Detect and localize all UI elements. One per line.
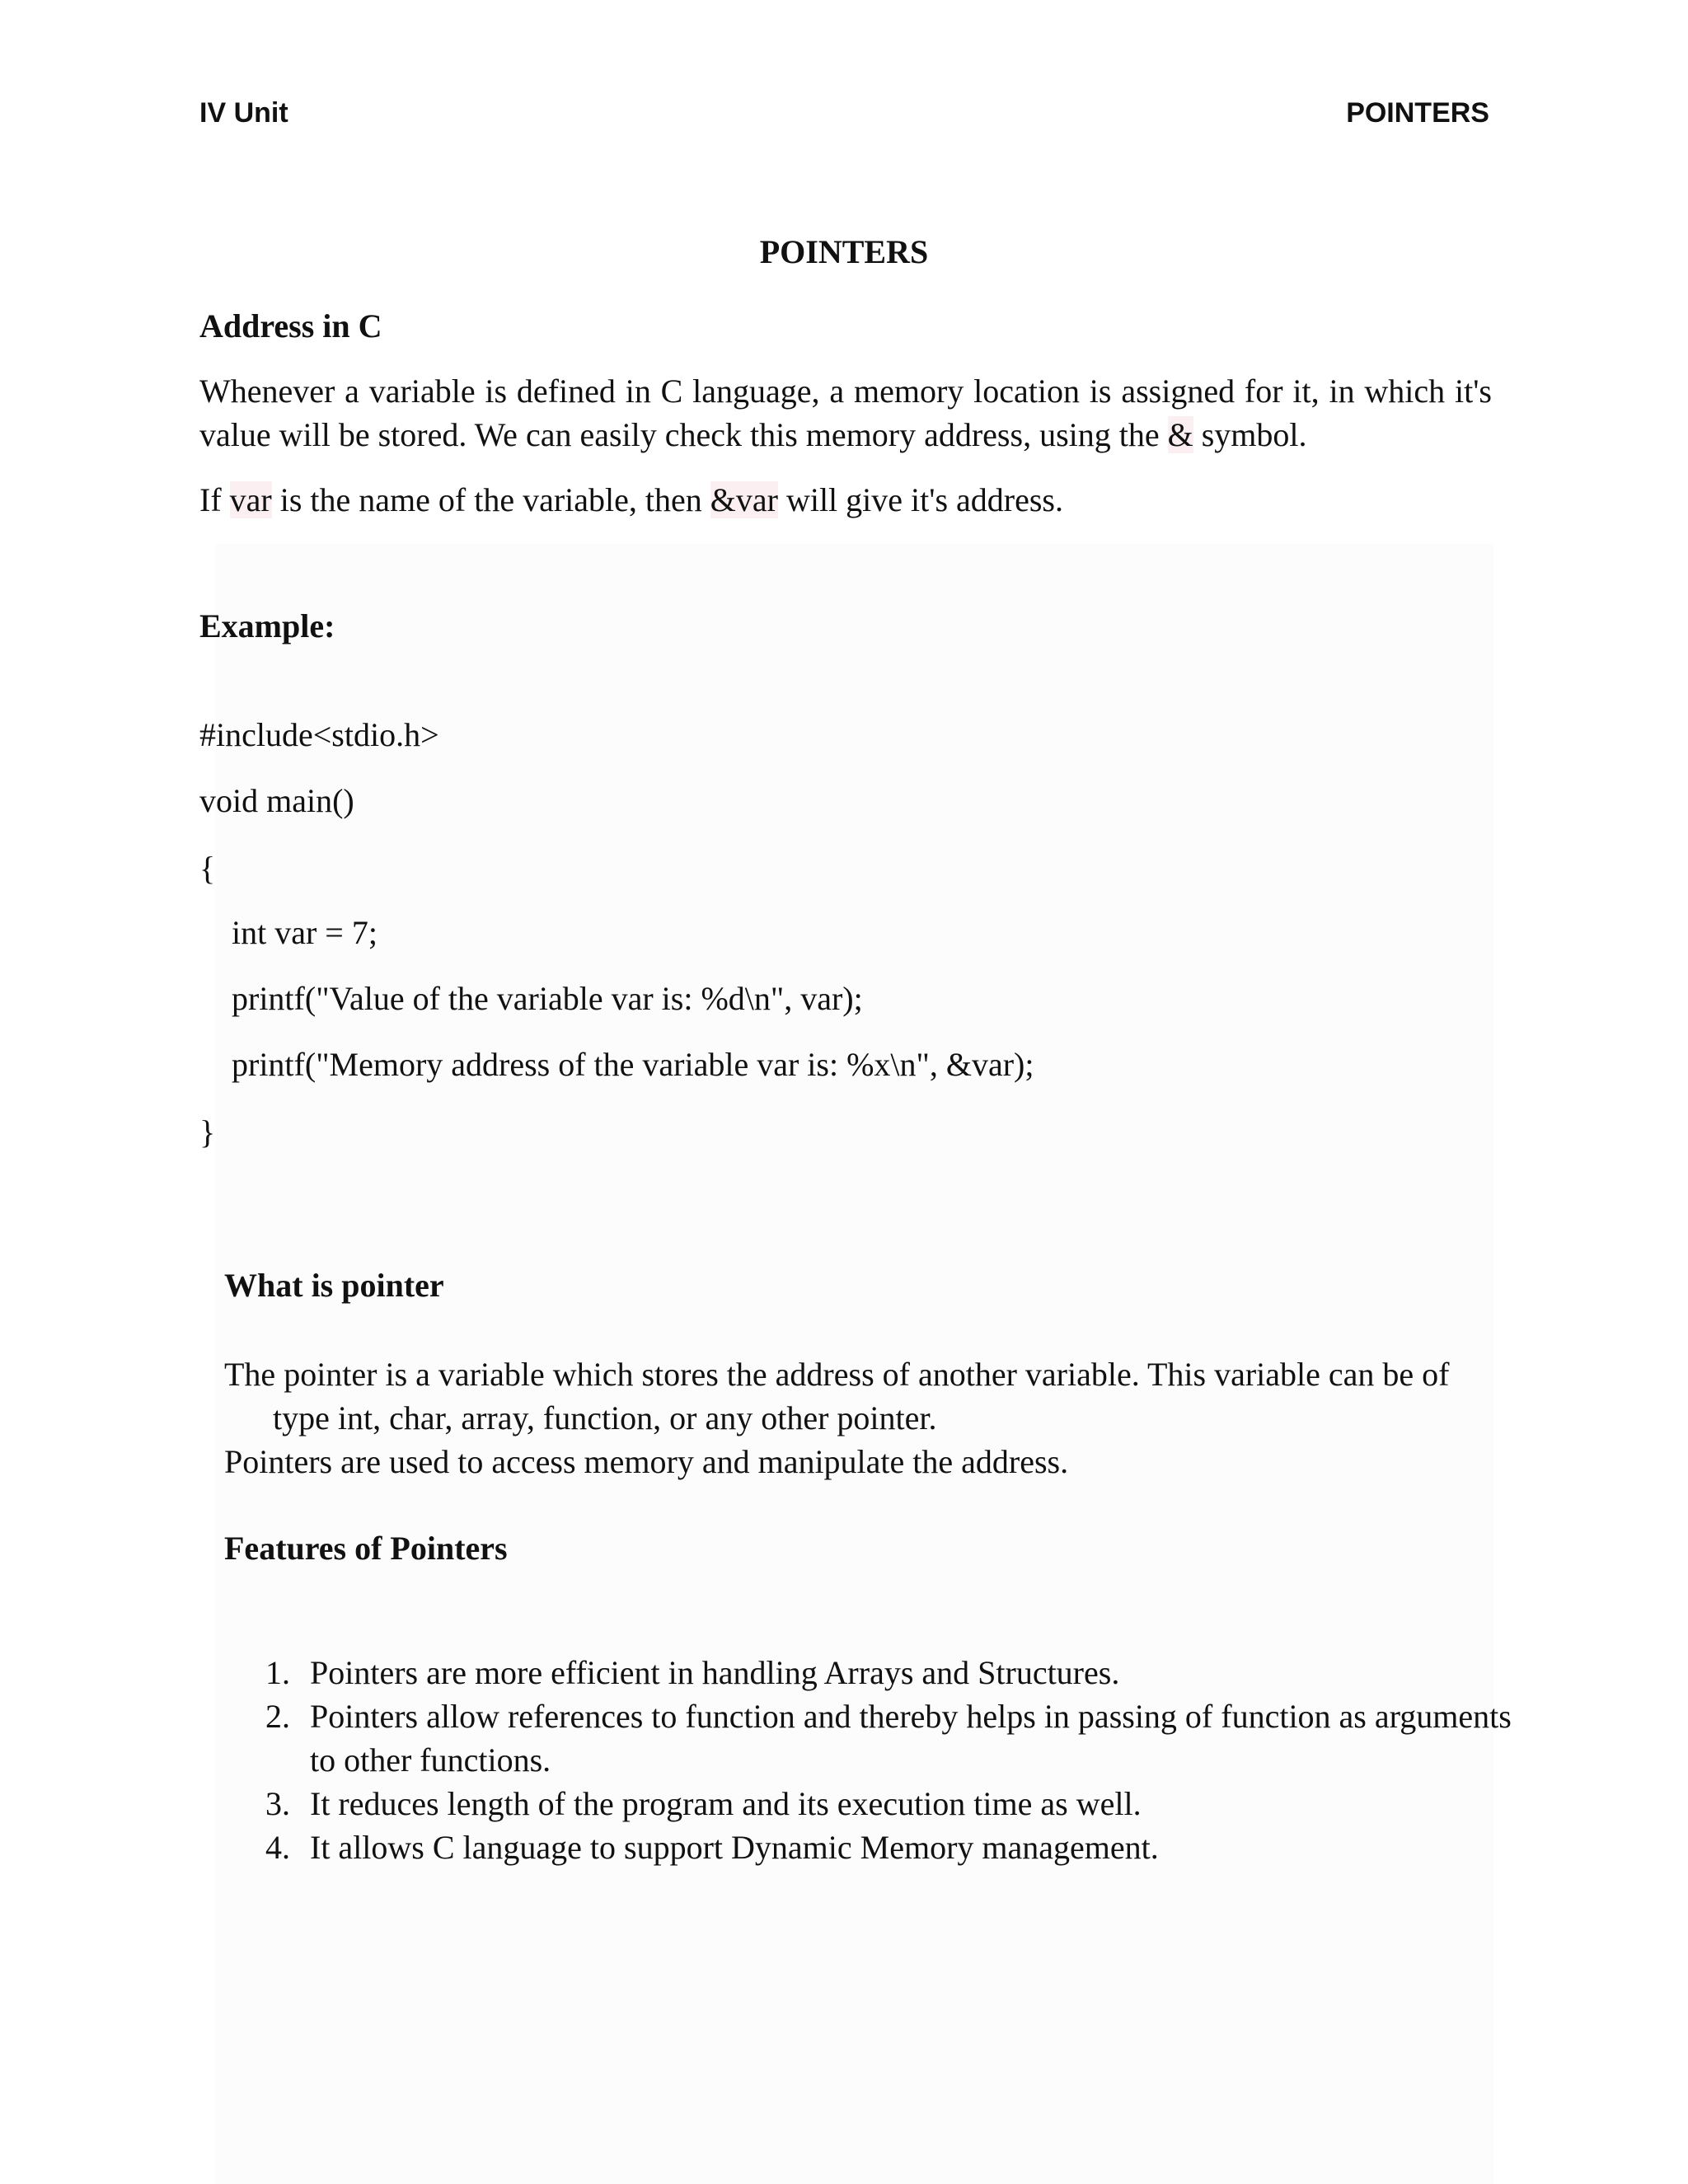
code-line-2: void main() <box>199 782 354 819</box>
heading-what-is-pointer: What is pointer <box>224 1267 444 1304</box>
code-line-6: printf("Memory address of the variable var is: %x\n", &var); <box>232 1046 1034 1083</box>
page-header-topic: POINTERS <box>1346 97 1489 129</box>
list-item: 2. Pointers allow references to function and thereby helps in passing of function as arguments to other functions. <box>298 1694 1545 1782</box>
text-span: If <box>199 481 230 518</box>
page-header-unit: IV Unit <box>199 97 288 129</box>
var-keyword: var <box>229 481 272 518</box>
features-list <box>246 1651 1545 1869</box>
paragraph-address-intro <box>199 369 1492 457</box>
list-item: 4. It allows C language to support Dynamic Memory management. <box>298 1825 1545 1869</box>
heading-example: Example: <box>199 607 335 644</box>
pointer-definition-line-2: type int, char, array, function, or any other pointer. <box>273 1399 937 1436</box>
list-item: 3. It reduces length of the program and its execution time as well. <box>298 1782 1545 1825</box>
code-line-5: printf("Value of the variable var is: %d\n", var); <box>232 980 863 1017</box>
code-line-1: #include<stdio.h> <box>199 716 439 753</box>
text-span: will give it's address. <box>777 481 1063 518</box>
pointer-definition-line-3: Pointers are used to access memory and manipulate the address. <box>224 1443 1069 1480</box>
text-span: is the name of the variable, then <box>271 481 710 518</box>
code-line-7: } <box>199 1113 216 1151</box>
pointer-definition-line-1: The pointer is a variable which stores the address of another variable. This variable can be of <box>224 1356 1450 1393</box>
heading-address-in-c: Address in C <box>199 307 382 344</box>
heading-features-of-pointers: Features of Pointers <box>224 1530 508 1567</box>
address-of-var: &var <box>710 481 778 518</box>
paragraph-var-address <box>199 478 1492 522</box>
ampersand-symbol: & <box>1167 416 1193 453</box>
code-line-3: { <box>199 850 216 887</box>
code-line-4: int var = 7; <box>232 914 377 951</box>
page-title: POINTERS <box>759 233 929 270</box>
text-span: symbol. <box>1193 416 1307 453</box>
text-span: Whenever a variable is defined in C language, a memory location is assigned for it, in which it's value will be stored. We can easily check this memory address, using the <box>199 373 1492 453</box>
list-item: 1. Pointers are more efficient in handling Arrays and Structures. <box>298 1651 1545 1694</box>
